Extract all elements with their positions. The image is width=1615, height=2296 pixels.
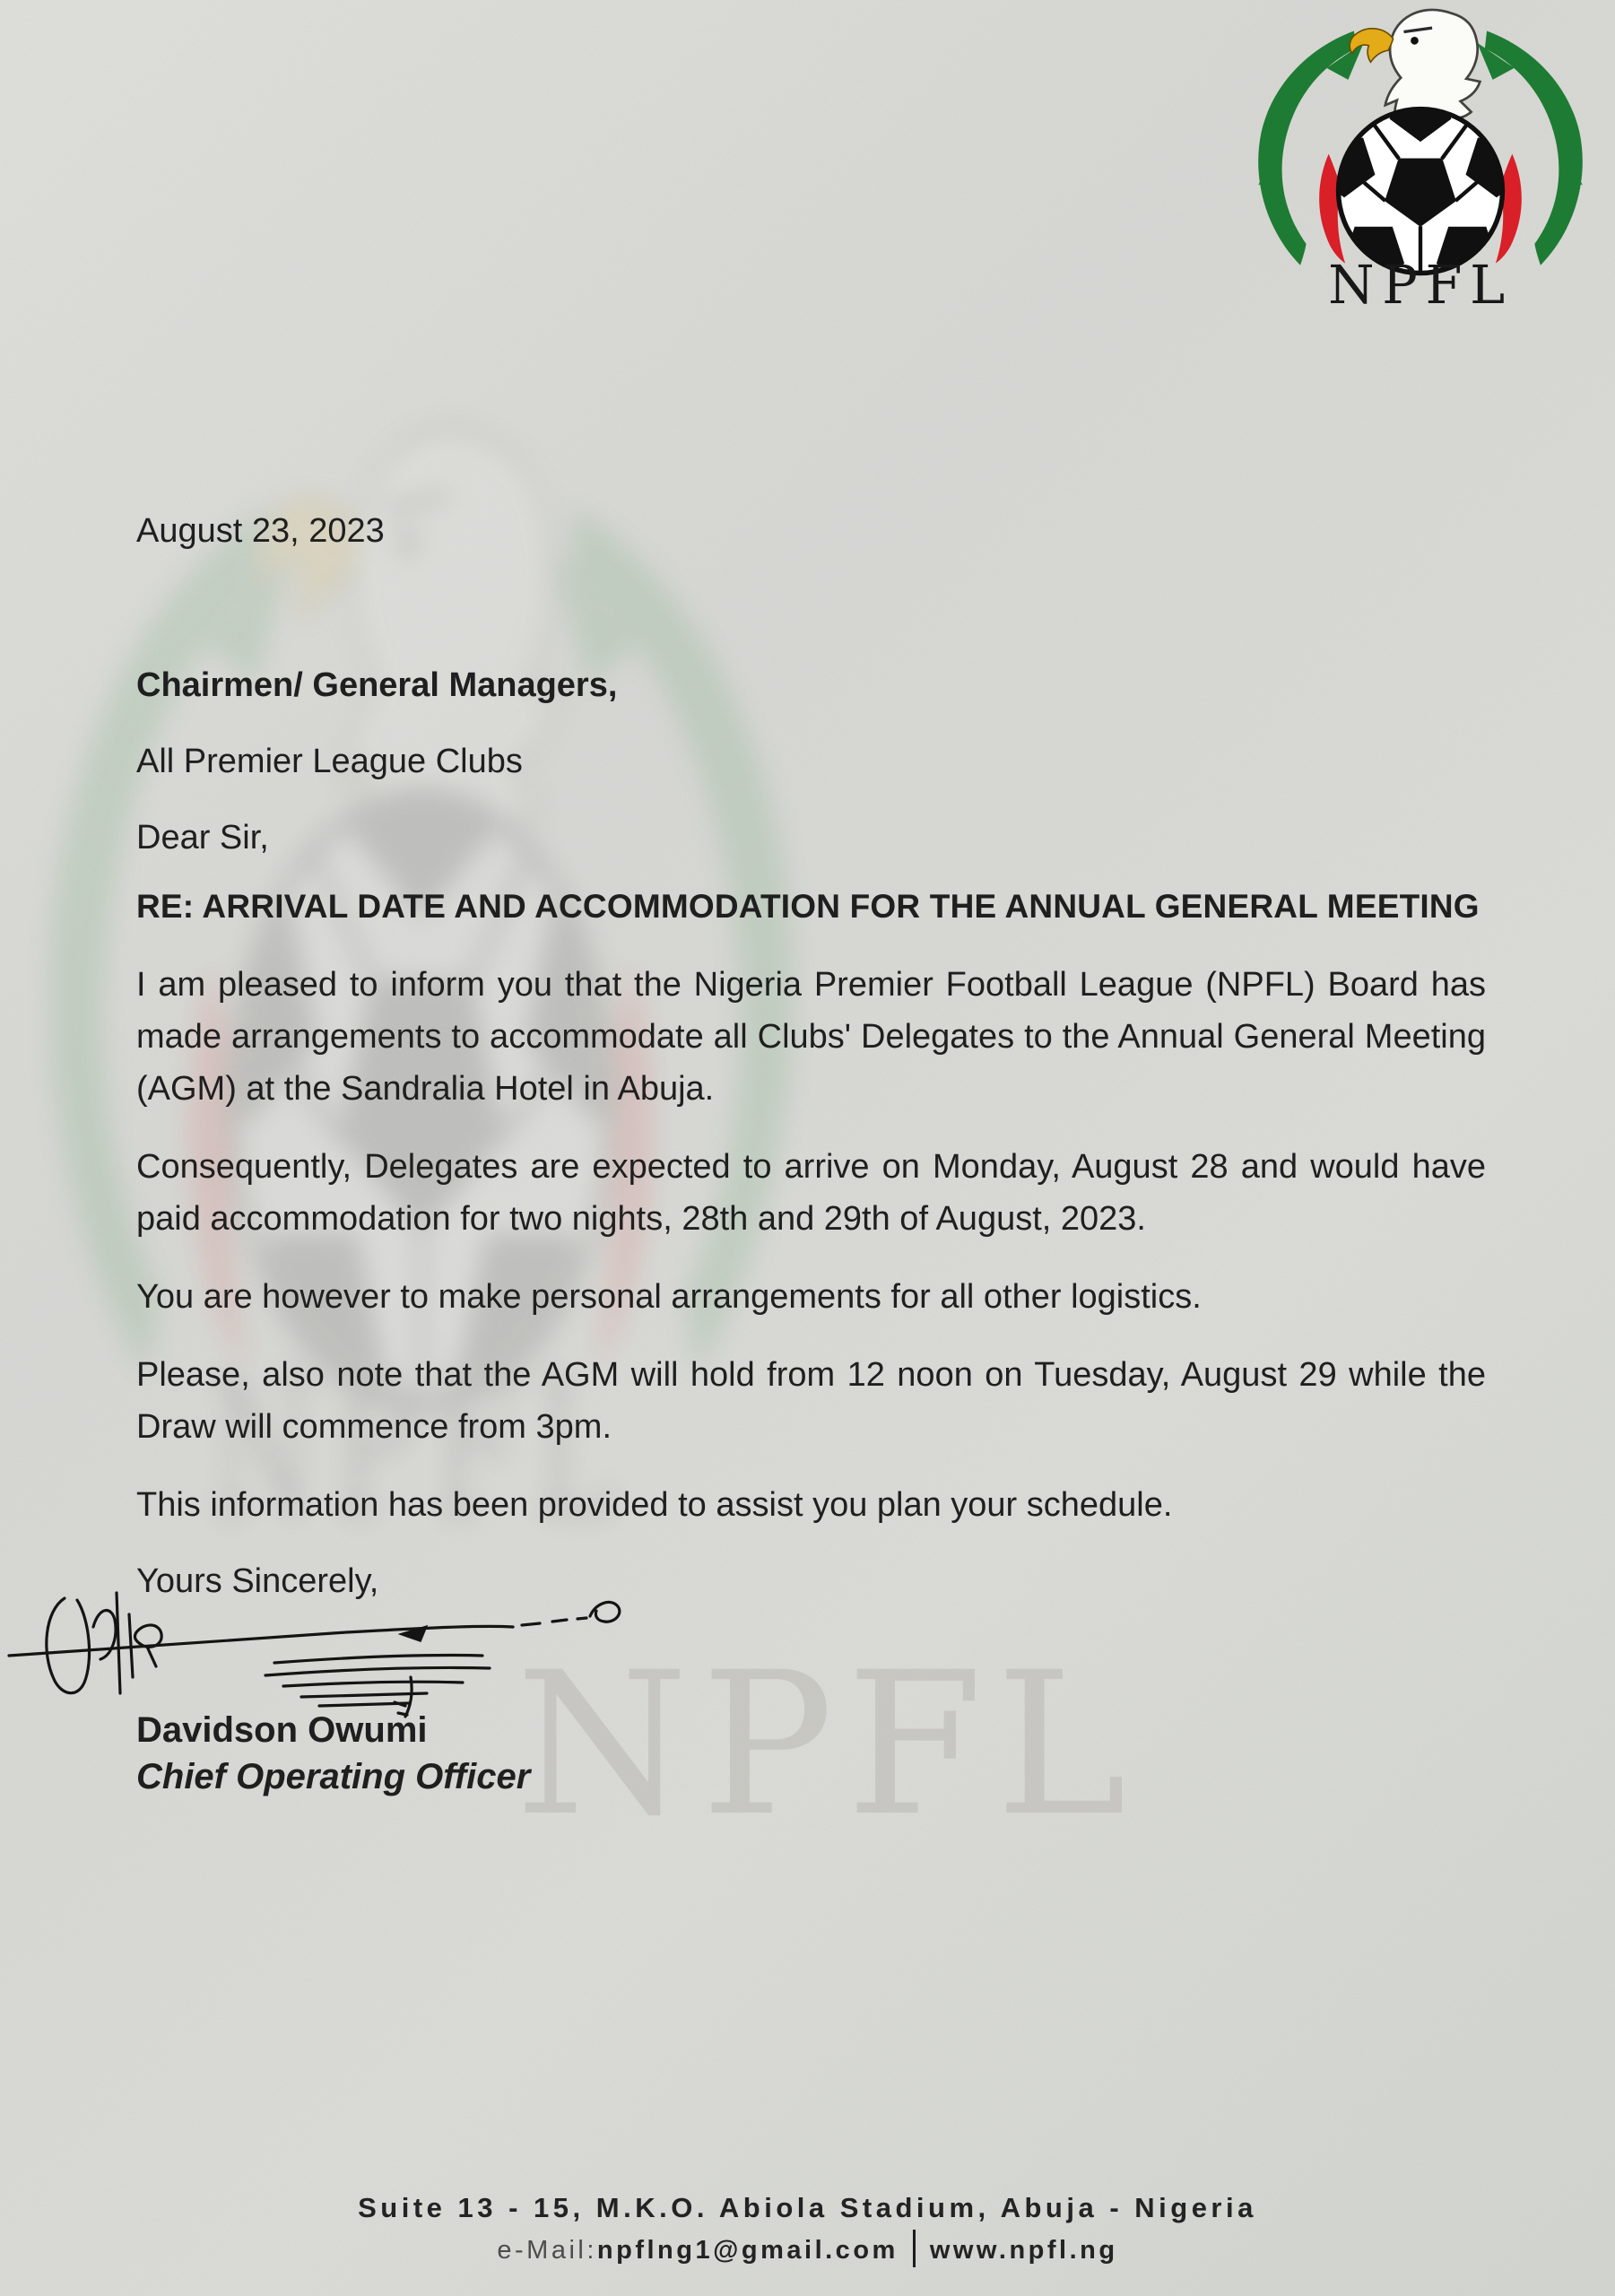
signatory-title: Chief Operating Officer — [136, 1757, 531, 1796]
footer-address: Suite 13 - 15, M.K.O. Abiola Stadium, Abuja - Nigeria — [358, 2192, 1257, 2223]
signatory-name: Davidson Owumi — [136, 1710, 428, 1750]
paragraph-2: Consequently, Delegates are expected to arrive on Monday, August 28 and would have paid accommodation for two nights, 28th and 29th of August, 2023. — [136, 1148, 1486, 1238]
footer — [0, 2192, 1615, 2267]
salutation: Dear Sir, — [136, 819, 269, 857]
npfl-watermark-text: NPFL — [516, 1630, 1140, 1859]
paragraph-4: Please, also note that the AGM will hold from 12 noon on Tuesday, August 29 while the Draw will commence from 3pm. — [136, 1356, 1486, 1446]
paragraph-5: This information has been provided to assist you plan your schedule. — [136, 1486, 1173, 1524]
paragraph-3: You are however to make personal arrangements for all other logistics. — [136, 1278, 1202, 1316]
email-address: npflng1@gmail.com — [596, 2236, 899, 2265]
email-label: e-Mail: — [497, 2236, 597, 2265]
recipient-line-1: Chairmen/ General Managers, — [136, 666, 618, 704]
paragraph-1: I am pleased to inform you that the Nigeria Premier Football League (NPFL) Board has made arrangements to accommodate all Clubs' Delegates to the Annual General Meeting (AGM) at the Sandralia Hotel in Abuja. — [136, 966, 1486, 1108]
footer-contact — [0, 2230, 1615, 2267]
closing: Yours Sincerely, — [136, 1562, 379, 1600]
signature-scribble — [5, 1587, 644, 1720]
footer-divider — [913, 2230, 916, 2267]
letter-body — [136, 0, 1486, 1799]
subject-line: RE: ARRIVAL DATE AND ACCOMMODATION FOR THE ANNUAL GENERAL MEETING — [136, 888, 1480, 925]
website-url: www.npfl.ng — [929, 2236, 1118, 2265]
letter-date: August 23, 2023 — [136, 512, 385, 550]
recipient-line-2: All Premier League Clubs — [136, 743, 523, 780]
